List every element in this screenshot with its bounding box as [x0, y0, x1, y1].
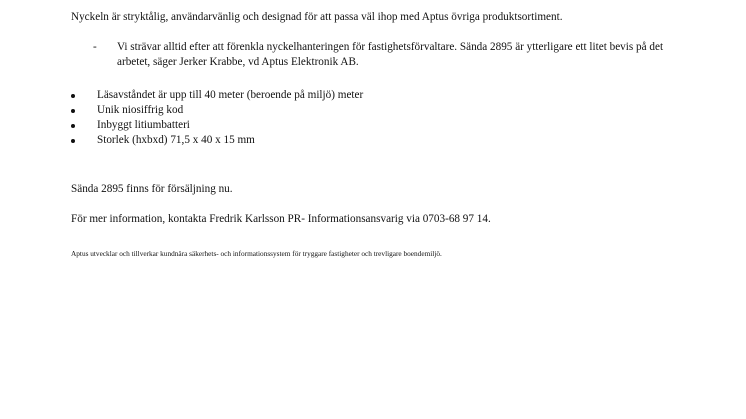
quote-item	[93, 40, 693, 70]
bullet-icon	[71, 109, 75, 113]
quote-dash: -	[93, 41, 97, 53]
contact-paragraph: För mer information, kontakta Fredrik Karlsson PR- Informationsansvarig via 0703-68 97 14.	[71, 213, 491, 225]
list-item-text: Inbyggt litiumbatteri	[97, 119, 190, 131]
quote-text: Vi strävar alltid efter att förenkla nyckelhanteringen för fastighetsförvaltare. Sända 2895 är ytterligare ett litet bevis på det arbetet, säger Jerker Krabbe, vd Aptus Elektronik AB.	[117, 41, 664, 68]
bullet-icon	[71, 124, 75, 128]
list-item	[71, 133, 363, 148]
bullet-icon	[71, 94, 75, 98]
list-item-text: Storlek (hxbxd) 71,5 x 40 x 15 mm	[97, 134, 255, 146]
company-footer: Aptus utvecklar och tillverkar kundnära säkerhets- och informationssystem för tryggare fastigheter och trevligare boendemiljö.	[71, 249, 442, 259]
list-item	[71, 103, 363, 118]
sale-paragraph: Sända 2895 finns för försäljning nu.	[71, 183, 233, 195]
list-item	[71, 118, 363, 133]
bullet-icon	[71, 139, 75, 143]
list-item-text: Unik niosiffrig kod	[97, 104, 184, 116]
intro-paragraph: Nyckeln är stryktålig, användarvänlig och designad för att passa väl ihop med Aptus övriga produktsortiment.	[71, 11, 563, 23]
list-item	[71, 88, 363, 103]
feature-list	[71, 88, 363, 148]
list-item-text: Läsavståndet är upp till 40 meter (beroende på miljö) meter	[97, 89, 364, 101]
